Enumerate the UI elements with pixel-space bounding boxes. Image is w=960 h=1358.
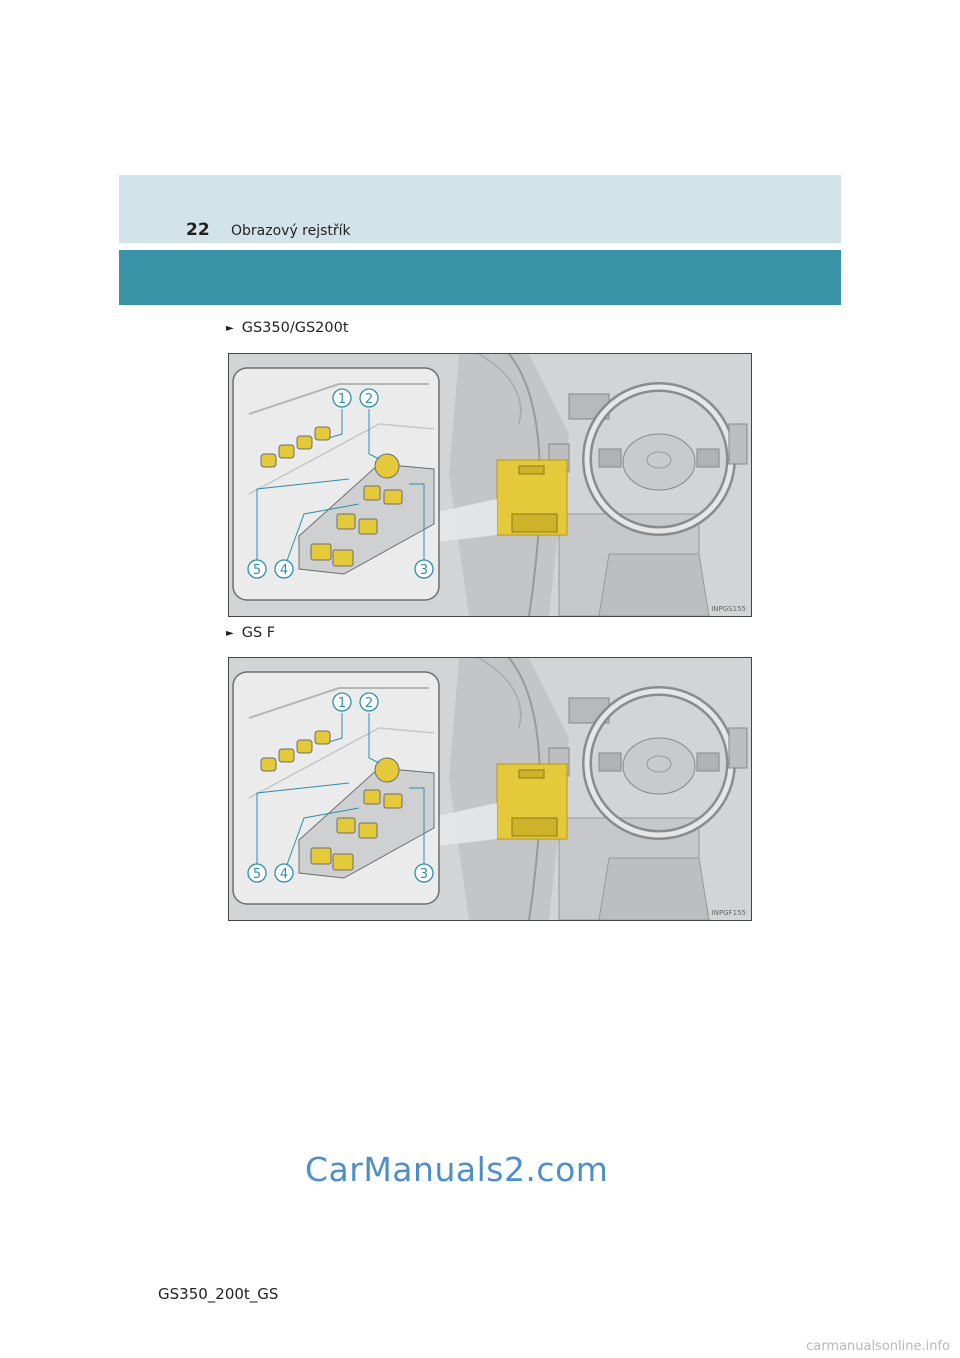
svg-text:5: 5: [252, 563, 262, 578]
callout-1: [333, 389, 351, 407]
page-number: 22: [186, 220, 210, 240]
header-band-light: [119, 175, 841, 243]
svg-text:2: 2: [364, 696, 374, 711]
callout-1: [333, 693, 351, 711]
svg-text:1: 1: [337, 696, 347, 711]
door-switch-illustration: [229, 354, 751, 616]
figure-gsf: [228, 657, 752, 921]
svg-text:4: 4: [279, 867, 289, 882]
callout-2: [360, 693, 378, 711]
svg-text:4: 4: [279, 563, 289, 578]
svg-text:3: 3: [419, 867, 429, 882]
door-switch-illustration: [229, 658, 751, 920]
variant-label-text: GS350/GS200t: [241, 320, 349, 336]
variant-label-2: [226, 625, 275, 641]
watermark-logo: CarManuals2.com: [305, 1150, 609, 1189]
bullet-arrow-icon: ►: [226, 322, 234, 334]
svg-text:5: 5: [252, 867, 262, 882]
variant-label-text: GS F: [241, 625, 276, 641]
callout-5: [248, 864, 266, 882]
header-band-dark: [119, 250, 841, 305]
footer-model-code: GS350_200t_GS: [158, 1285, 279, 1303]
figure-gs350: [228, 353, 752, 617]
svg-text:3: 3: [419, 563, 429, 578]
callout-3: [415, 560, 433, 578]
svg-text:2: 2: [364, 392, 374, 407]
figure-code: INPGS155: [711, 605, 746, 613]
bottom-watermark: carmanualsonline.info: [806, 1339, 950, 1354]
callout-4: [275, 864, 293, 882]
callout-5: [248, 560, 266, 578]
figure-code: INPGF155: [711, 909, 746, 917]
variant-label-1: [226, 320, 349, 336]
bullet-arrow-icon: ►: [226, 627, 234, 639]
section-title: Obrazový rejstřík: [231, 223, 351, 239]
callout-2: [360, 389, 378, 407]
svg-text:1: 1: [337, 392, 347, 407]
callout-4: [275, 560, 293, 578]
callout-3: [415, 864, 433, 882]
